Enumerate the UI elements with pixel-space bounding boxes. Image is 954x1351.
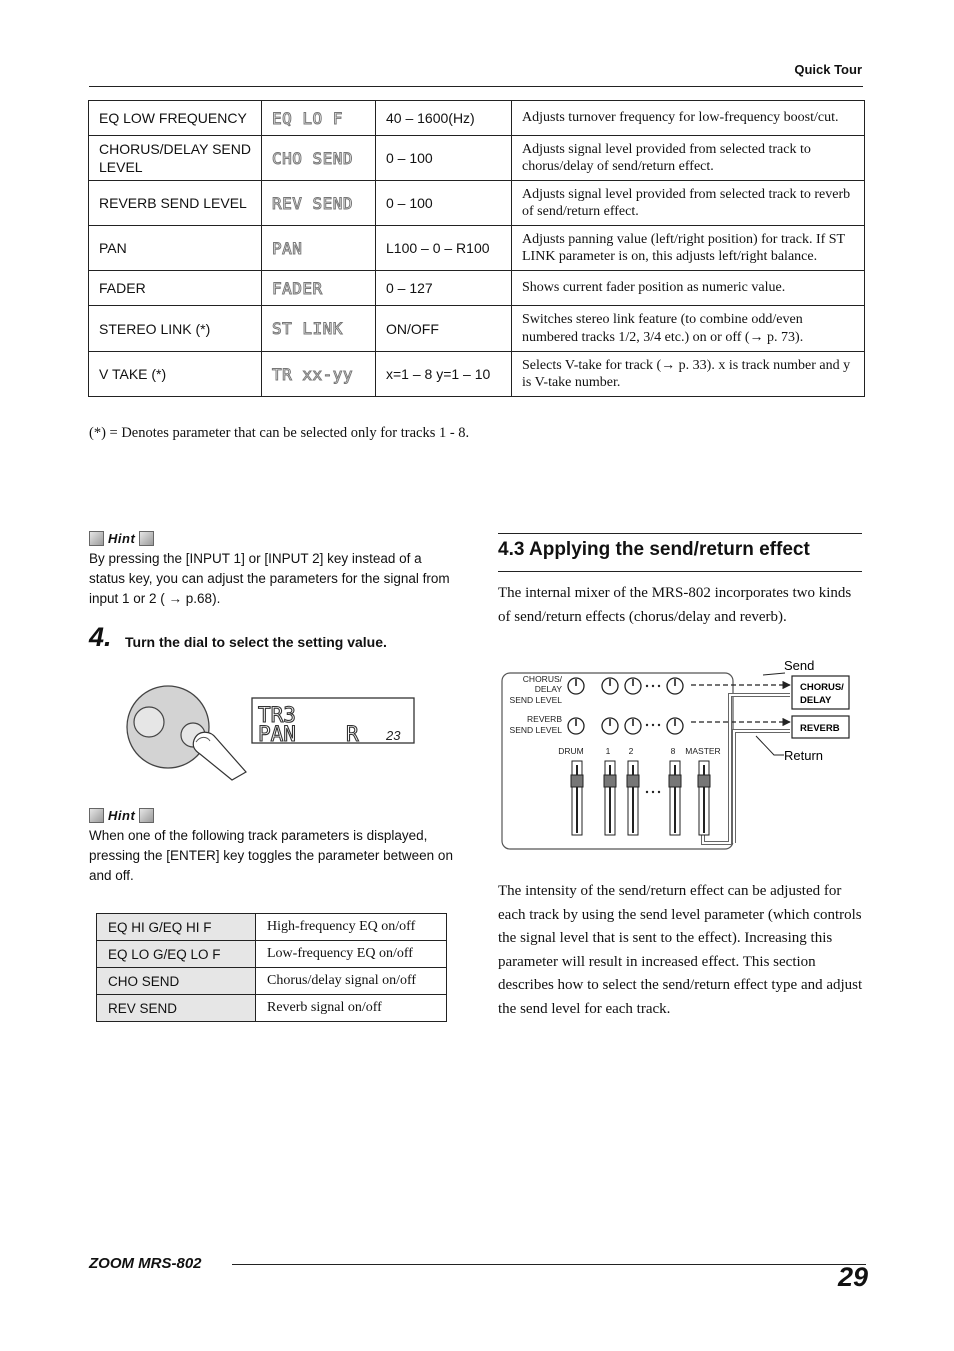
- chorus-send-label: SEND LEVEL: [509, 695, 562, 705]
- hint-marker-icon: [139, 531, 154, 546]
- text-line: When one of the following track parameters is displayed,: [89, 828, 428, 843]
- chorus-send-label: CHORUS/: [522, 674, 562, 684]
- reverb-box-label: REVERB: [800, 723, 840, 734]
- param-display: CHO SEND: [262, 136, 376, 181]
- hint-value: Reverb signal on/off: [256, 995, 447, 1022]
- param-display: PAN: [262, 226, 376, 271]
- fader-icon: [669, 761, 681, 835]
- text-line: each track by using the send level parameter (which controls: [498, 906, 862, 923]
- hint-marker-icon: [89, 531, 104, 546]
- channel-label: MASTER: [685, 746, 721, 756]
- param-range: ON/OFF: [376, 306, 512, 352]
- table-row: [97, 995, 447, 1022]
- text-line: input 1 or 2 ( → p.68).: [89, 591, 221, 606]
- lcd-line-1: TR3: [258, 703, 296, 727]
- table-row: [89, 271, 865, 306]
- table-row: [97, 914, 447, 941]
- dial-icon: [127, 686, 209, 768]
- section-intro: [498, 582, 864, 629]
- hint-key: REV SEND: [97, 995, 256, 1022]
- hint-value: Low-frequency EQ on/off: [256, 941, 447, 968]
- hint-key: CHO SEND: [97, 968, 256, 995]
- table-row: [89, 352, 865, 397]
- hint-block: [89, 530, 459, 609]
- page-number: 29: [838, 1262, 869, 1292]
- param-name: STEREO LINK (*): [89, 306, 262, 352]
- param-name: PAN: [89, 226, 262, 271]
- hint-marker-icon: [139, 808, 154, 823]
- hint-value: High-frequency EQ on/off: [256, 914, 447, 941]
- fader-icon: [627, 761, 639, 835]
- text-line: the signal level that is sent to the effect). Increasing this: [498, 930, 833, 946]
- text-line: of send/return effects (chorus/delay and reverb).: [498, 608, 787, 625]
- hint-text: [89, 826, 459, 886]
- param-name: FADER: [89, 271, 262, 306]
- hint-marker-icon: [89, 808, 104, 823]
- section-rule-bottom: [498, 571, 862, 572]
- param-range: 40 – 1600(Hz): [376, 101, 512, 136]
- param-range: 0 – 100: [376, 181, 512, 226]
- text-line: The internal mixer of the MRS-802 incorporates two kinds: [498, 585, 852, 601]
- finger-icon: [193, 732, 246, 780]
- reverb-send-label: REVERB: [527, 714, 562, 724]
- lcd-line-2: PAN: [258, 722, 296, 746]
- param-name: CHORUS/DELAY SEND LEVEL: [89, 136, 262, 181]
- hint-text: [89, 549, 459, 609]
- text-line: pressing the [ENTER] key toggles the parameter between on: [89, 848, 453, 863]
- param-display: ST LINK: [262, 306, 376, 352]
- param-range: 0 – 100: [376, 136, 512, 181]
- fader-icon: [698, 761, 710, 835]
- param-display: REV SEND: [262, 181, 376, 226]
- fader-icon: [604, 761, 616, 835]
- chorus-send-label: DELAY: [534, 684, 562, 694]
- param-description: Switches stereo link feature (to combine odd/even numbered tracks 1/2, 3/4 etc.) on or off (→ p. 73).: [512, 306, 865, 352]
- header-section-label: Quick Tour: [794, 62, 862, 77]
- return-label: Return: [784, 748, 824, 763]
- dial-lcd-illustration: [120, 680, 420, 780]
- table-row: [89, 306, 865, 352]
- hint-heading: [89, 807, 459, 823]
- param-description: Adjusts signal level provided from selected track to chorus/delay of send/return effect.: [512, 136, 865, 181]
- step-number: 4.: [89, 622, 112, 652]
- text-line: parameter will result in increased effect. This section: [498, 953, 816, 970]
- hint-key: EQ HI G/EQ HI F: [97, 914, 256, 941]
- table-row: [89, 181, 865, 226]
- parameter-table: [88, 100, 865, 397]
- param-display: EQ LO F: [262, 101, 376, 136]
- text-line: and off.: [89, 868, 134, 883]
- param-name: REVERB SEND LEVEL: [89, 181, 262, 226]
- lcd-pan-position: R: [346, 722, 359, 746]
- param-range: L100 – 0 – R100: [376, 226, 512, 271]
- table-row: [97, 968, 447, 995]
- table-row: [89, 136, 865, 181]
- table-row: [89, 101, 865, 136]
- text-line: status key, you can adjust the parameters for the signal from: [89, 571, 450, 586]
- param-description: Adjusts panning value (left/right position) for track. If ST LINK parameter is on, this adjusts left/right balance.: [512, 226, 865, 271]
- footnote: (*) = Denotes parameter that can be selected only for tracks 1 - 8.: [89, 425, 470, 441]
- channel-label: 2: [628, 746, 634, 756]
- text-line: By pressing the [INPUT 1] or [INPUT 2] key instead of a: [89, 551, 422, 566]
- text-line: The intensity of the send/return effect can be adjusted for: [498, 883, 842, 899]
- text-line: the send level for each track.: [498, 1000, 671, 1017]
- param-name: EQ LOW FREQUENCY: [89, 101, 262, 136]
- send-return-diagram: [498, 655, 844, 855]
- reverb-send-label: SEND LEVEL: [509, 725, 562, 735]
- param-display: FADER: [262, 271, 376, 306]
- send-label: Send: [784, 658, 815, 673]
- param-display: TR xx-yy: [262, 352, 376, 397]
- channel-label: 1: [605, 746, 611, 756]
- param-range: x=1 – 8 y=1 – 10: [376, 352, 512, 397]
- param-description: Adjusts turnover frequency for low-frequency boost/cut.: [512, 101, 865, 136]
- hint-value: Chorus/delay signal on/off: [256, 968, 447, 995]
- fader-icon: [571, 761, 583, 835]
- channel-label: DRUM: [558, 746, 584, 756]
- param-name: V TAKE (*): [89, 352, 262, 397]
- param-description: Adjusts signal level provided from selected track to reverb of send/return effect.: [512, 181, 865, 226]
- footer-rule: [232, 1264, 866, 1265]
- hint-heading: [89, 530, 459, 546]
- param-description: Selects V-take for track (→ p. 33). x is track number and y is V-take number.: [512, 352, 865, 397]
- hint-label: Hint: [108, 530, 136, 546]
- footer-brand: ZOOM MRS-802: [89, 1255, 202, 1272]
- text-line: describes how to select the send/return effect type and adjust: [498, 977, 863, 993]
- lcd-pan-value: 23: [386, 728, 401, 743]
- hint-parameter-table: [96, 913, 447, 1022]
- hint-label: Hint: [108, 807, 136, 823]
- hint-key: EQ LO G/EQ LO F: [97, 941, 256, 968]
- table-row: [89, 226, 865, 271]
- param-range: 0 – 127: [376, 271, 512, 306]
- table-row: [97, 941, 447, 968]
- header-rule: [89, 86, 863, 87]
- section-rule-top: [498, 533, 862, 534]
- chorus-box-label: DELAY: [800, 695, 832, 706]
- hint-block: [89, 807, 459, 886]
- section-title: 4.3 Applying the send/return effect: [498, 539, 810, 560]
- section-body: [498, 880, 864, 1021]
- chorus-box-label: CHORUS/: [800, 682, 844, 693]
- param-description: Shows current fader position as numeric value.: [512, 271, 865, 306]
- step-text: Turn the dial to select the setting value.: [125, 634, 387, 650]
- channel-label: 8: [670, 746, 676, 756]
